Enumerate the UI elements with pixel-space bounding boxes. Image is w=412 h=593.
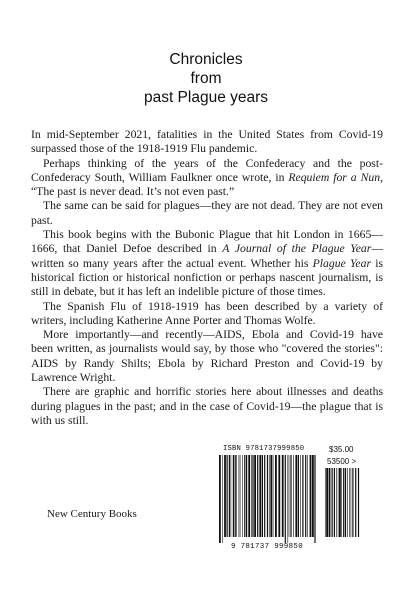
title-line-2: from [190,70,222,87]
paragraph-4 [31,228,383,299]
paragraph-2-part-a: Perhaps thinking of the years of the Confederacy and the post-Confederacy South, William Faulkner once wrote, in [31,156,383,184]
paragraph-4-part-b: —written so many years after the actual event. Whether his [31,242,383,270]
paragraph-5: The Spanish Flu of 1918-1919 has been described by a variety of writers, including Katherine Anne Porter and Thomas Wolfe. [31,299,383,327]
paragraph-4-part-c: is historical fiction or historical nonfiction or perhaps nascent journalism, is still in debate, but it has left an indelible picture of those times. [31,256,384,299]
publisher-name: New Century Books [47,508,137,520]
journal-title: A Journal of the Plague Year [222,242,372,256]
isbn-digits: 9 781737 999850 [230,543,303,551]
blurb-text [31,128,383,428]
isbn-barcode [215,444,365,556]
paragraph-2 [31,157,383,200]
barcode-bars-icon [219,455,317,543]
barcode-addon-bars-icon [325,468,361,543]
book-title [0,50,412,107]
paragraph-6: More importantly—and recently—AIDS, Ebola and Covid-19 have been written, as journalists would say, by those who "covered the stories": AIDS by Randy Shilts; Ebola by Richard Preston and Covid-19 by Lawrence Wright. [31,328,383,385]
price-label: $35.00 [329,445,354,454]
title-line-1: Chronicles [169,51,243,68]
requiem-title: Requiem for a Nun [288,170,381,184]
isbn-label: ISBN 9781737999850 [223,445,305,453]
paragraph-2-part-b: , “The past is never dead. It’s not even past.” [31,170,383,199]
title-line-3: past Plague years [143,89,269,106]
paragraph-4-part-a: This book begins with the Bubonic Plague that hit London in 1665—1666, that Daniel Defoe described in [31,228,383,256]
paragraph-3: The same can be said for plagues—they are not dead. They are not even past. [31,199,383,227]
paragraph-7: There are graphic and horrific stories here about illnesses and deaths during plagues in the past; and in the case of Covid-19—the plague that is with us still. [31,385,383,427]
price-code: 53500 > [327,457,357,466]
plague-year-title: Plague Year [312,256,371,270]
paragraph-1: In mid-September 2021, fatalities in the United States from Covid-19 surpassed those of the 1918-1919 Flu pandemic. [31,128,383,156]
